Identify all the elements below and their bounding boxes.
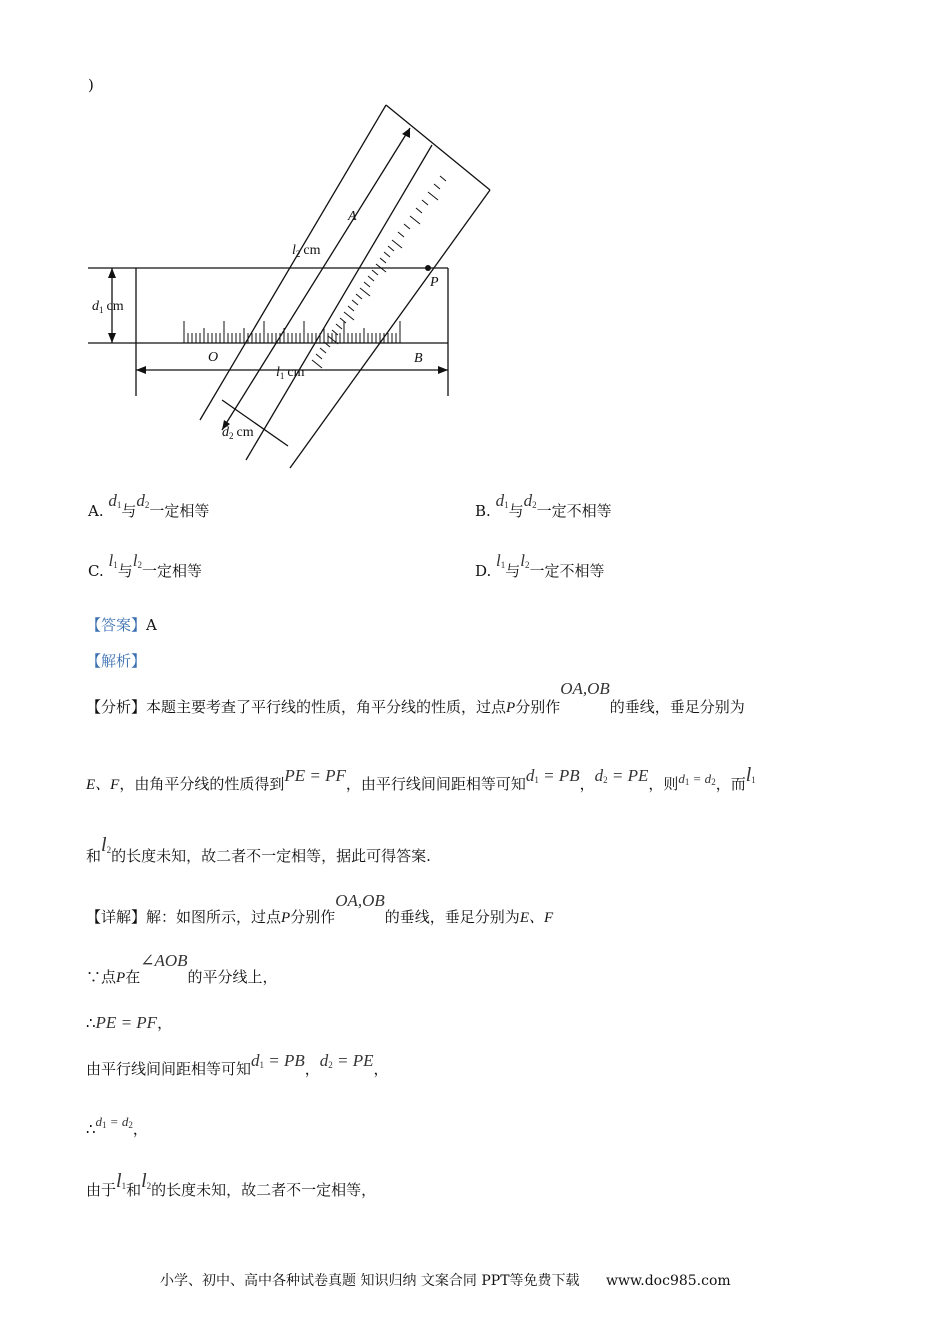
answer-value: A <box>146 616 157 634</box>
xiangjie-line-1: 【详解】解：如图所示，过点P分别作OA,OB的垂线，垂足分别为E、F <box>86 891 554 926</box>
analysis-tag: 【解析】 <box>86 652 147 670</box>
option-D: D. $l^1$与$l^2$一定不相等 <box>475 551 605 580</box>
answer-line <box>86 614 157 635</box>
xiangjie-line-2: ∵点P在∠AOB的平分线上， <box>86 951 278 986</box>
fenxi-line-3: 和$l^2$的长度未知，故二者不一定相等，据此可得答案. <box>86 834 431 865</box>
answer-tag: 【答案】 <box>86 616 147 634</box>
footer-text: 小学、初中、高中各种试卷真题 知识归纳 文案合同 PPT等免费下载 <box>160 1273 580 1289</box>
xiangjie-line-3: ∴PE = PF， <box>86 1013 173 1032</box>
slanted-edge-inner <box>246 145 432 460</box>
label-P: P <box>430 275 439 290</box>
label-l1: $l_1$ cm <box>276 365 305 381</box>
top-paren: ) <box>88 76 94 94</box>
xiangjie-line-6: 由于$l^1$和$l^2$的长度未知，故二者不一定相等， <box>86 1170 377 1199</box>
xiangjie-line-5: $\therefore d_1 = d_2$， <box>86 1114 148 1138</box>
option-A: A. $d^1$与$d^2$一定相等 <box>88 491 210 520</box>
l2-dimension-line <box>222 128 410 430</box>
slanted-top-edge <box>386 105 490 190</box>
label-O: O <box>208 350 219 365</box>
xiangjie-line-4: 由平行线间间距相等可知$d_1$ = PB，$d_2$ = PE， <box>86 1051 389 1078</box>
slanted-edge-scale <box>290 190 490 468</box>
fenxi-line-1: 【分析】本题主要考查了平行线的性质，角平分线的性质，过点P分别作OA,OB的垂线，垂足分别为 <box>86 679 745 716</box>
label-l2: $l_2$ cm <box>292 243 321 259</box>
label-d1: $d_1$ cm <box>92 299 124 315</box>
option-C: C. $l^1$与$l^2$一定相等 <box>88 551 202 580</box>
fenxi-line-2: E、F，由角平分线的性质得到PE = PF，由平行线间间距相等可知$d_1$ = PB，$d_2$ = PE，则$d_1 = d_2$，而$l^1$ <box>86 764 756 793</box>
point-P <box>425 265 431 271</box>
label-d2: $d_2$ cm <box>222 425 254 441</box>
footer <box>160 1270 731 1290</box>
label-B: B <box>414 351 423 366</box>
geometry-figure <box>80 100 510 480</box>
option-B: B. $d^1$与$d^2$一定不相等 <box>475 491 612 520</box>
footer-site-link[interactable]: www.doc985.com <box>605 1273 731 1289</box>
label-A: A <box>348 209 357 224</box>
